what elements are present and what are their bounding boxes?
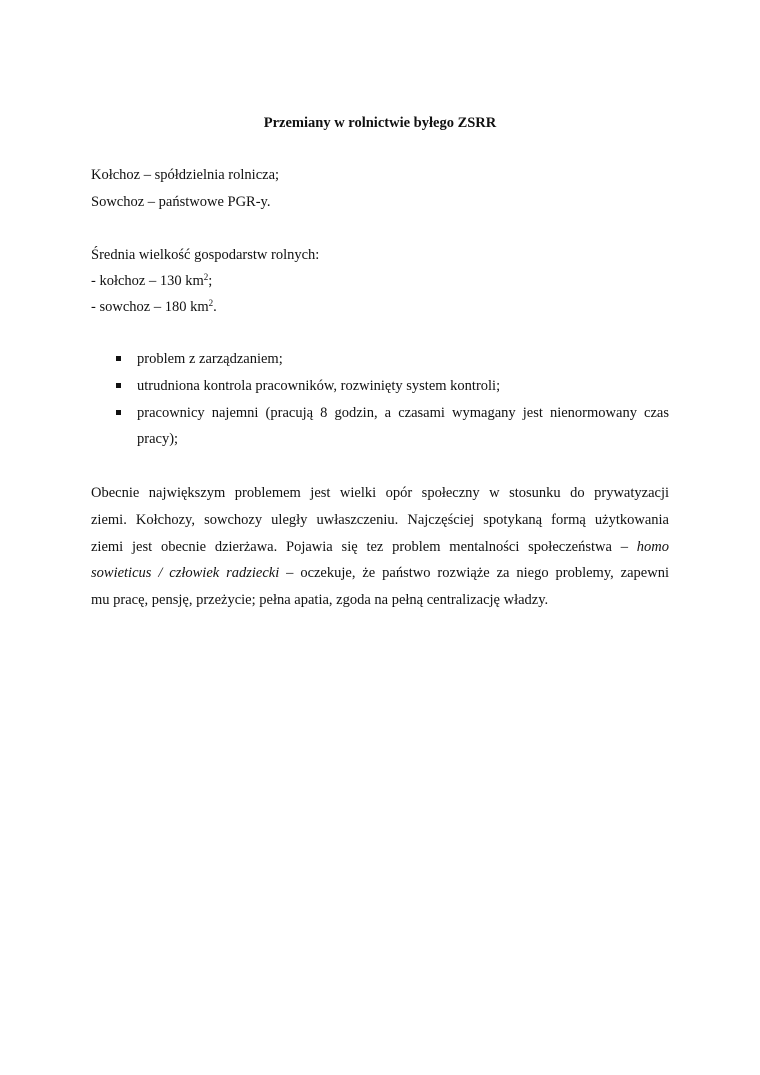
paragraph-line: Obecnie największym problemem jest wielki opór społeczny w stosunku do prywatyzacji: [91, 485, 669, 501]
farm-size-kolchoz-end: ;: [208, 273, 213, 289]
paragraph-italic-text: sowieticus / człowiek radziecki: [91, 565, 280, 581]
definition-sowchoz: Sowchoz – państwowe PGR-y.: [91, 194, 271, 210]
farm-size-heading: Średnia wielkość gospodarstw rolnych:: [91, 247, 320, 263]
superscript-2: 2: [203, 272, 209, 282]
square-bullet-icon: [116, 383, 121, 388]
bullet-item-control: utrudniona kontrola pracowników, rozwinięty system kontroli;: [137, 378, 501, 394]
definition-kolchoz: Kołchoz – spółdzielnia rolnicza;: [91, 167, 280, 183]
bullet-item-workers-line1: pracownicy najemni (pracują 8 godzin, a czasami wymagany jest nienormowany czas: [137, 405, 669, 421]
paragraph-line: [91, 537, 669, 557]
farm-size-kolchoz: [91, 271, 212, 291]
paragraph-text: – oczekuje, że państwo rozwiąże za niego problemy, zapewni: [279, 565, 669, 581]
square-bullet-icon: [116, 410, 121, 415]
paragraph-text: ziemi jest obecnie dzierżawa. Pojawia się tez problem mentalności społeczeństwa –: [91, 539, 637, 555]
farm-size-kolchoz-text: - kołchoz – 130 km: [91, 273, 204, 289]
superscript-2: 2: [208, 298, 214, 308]
paragraph-line: mu pracę, pensję, przeżycie; pełna apatia, zgoda na pełną centralizację władzy.: [91, 592, 549, 608]
farm-size-sowchoz-end: .: [213, 299, 217, 315]
farm-size-sowchoz: [91, 297, 217, 317]
farm-size-sowchoz-text: - sowchoz – 180 km: [91, 299, 209, 315]
document-title: Przemiany w rolnictwie byłego ZSRR: [263, 115, 497, 131]
bullet-item-workers-line2: pracy);: [137, 431, 179, 447]
square-bullet-icon: [116, 356, 121, 361]
paragraph-line: [91, 563, 669, 583]
paragraph-italic-text: homo: [636, 539, 669, 555]
bullet-item-management: problem z zarządzaniem;: [137, 351, 283, 367]
paragraph-line: ziemi. Kołchozy, sowchozy uległy uwłaszczeniu. Najczęściej spotykaną formą użytkowania: [91, 512, 669, 528]
